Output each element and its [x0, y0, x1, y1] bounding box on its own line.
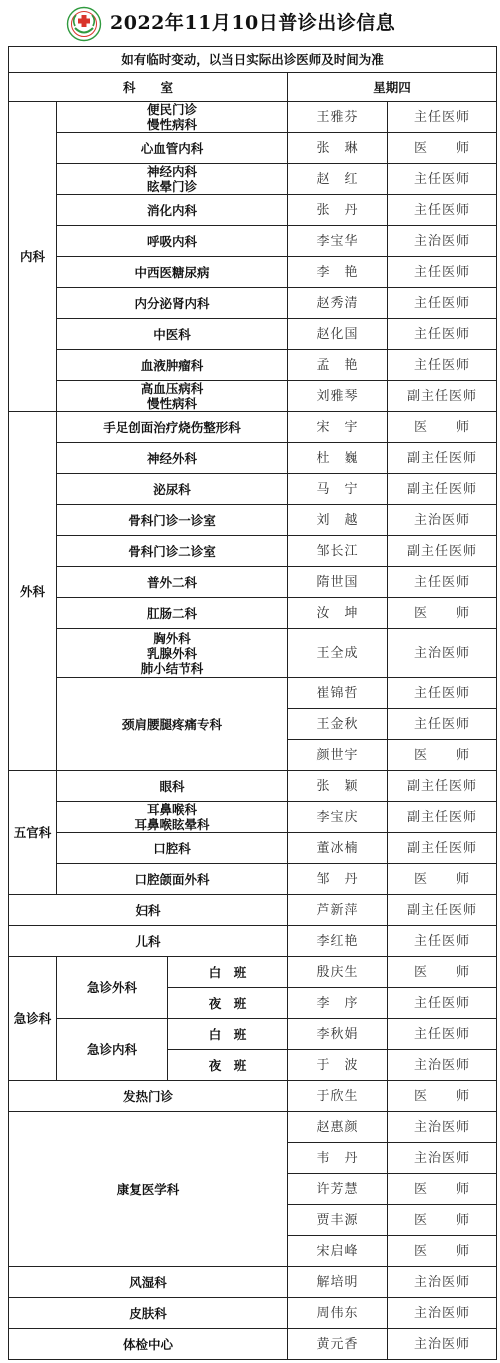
doctor-title: 主任医师	[388, 102, 497, 133]
doctor-name: 张 丹	[288, 195, 388, 226]
doctor-name: 颜世宇	[288, 740, 388, 771]
table-row	[9, 257, 497, 288]
dept-name: 血液肿瘤科	[57, 350, 288, 381]
dept-name: 消化内科	[57, 195, 288, 226]
doctor-name: 杜 巍	[288, 443, 388, 474]
table-row	[9, 319, 497, 350]
doctor-name: 许芳慧	[288, 1174, 388, 1205]
doctor-name: 宋 宇	[288, 412, 388, 443]
table-row	[9, 629, 497, 678]
table-row	[9, 957, 497, 988]
doctor-name: 董冰楠	[288, 833, 388, 864]
schedule-body	[9, 47, 497, 1360]
table-row	[9, 102, 497, 133]
dept-name: 儿科	[9, 926, 288, 957]
doctor-title: 主任医师	[388, 164, 497, 195]
doctor-name: 韦 丹	[288, 1143, 388, 1174]
doctor-title: 主治医师	[388, 1329, 497, 1360]
dept-name: 体检中心	[9, 1329, 288, 1360]
doctor-title: 副主任医师	[388, 536, 497, 567]
dept-name: 风湿科	[9, 1267, 288, 1298]
page-title: 2022年11月10日普诊出诊信息	[110, 12, 396, 34]
doctor-name: 李宝华	[288, 226, 388, 257]
doctor-title: 医 师	[388, 412, 497, 443]
doctor-name: 李秋娟	[288, 1019, 388, 1050]
table-row	[9, 598, 497, 629]
dept-name: 高血压病科 慢性病科	[57, 381, 288, 412]
doctor-title: 主任医师	[388, 319, 497, 350]
doctor-title: 主任医师	[388, 926, 497, 957]
dept-name: 胸外科 乳腺外科 肺小结节科	[57, 629, 288, 678]
table-row	[9, 833, 497, 864]
notice-text: 如有临时变动，以当日实际出诊医师及时间为准	[9, 47, 497, 73]
doctor-title: 主任医师	[388, 257, 497, 288]
schedule-table	[8, 46, 497, 1360]
doctor-name: 黄元香	[288, 1329, 388, 1360]
doctor-name: 赵秀清	[288, 288, 388, 319]
dept-name: 便民门诊 慢性病科	[57, 102, 288, 133]
dept-name: 神经内科 眩晕门诊	[57, 164, 288, 195]
doctor-name: 王全成	[288, 629, 388, 678]
doctor-name: 宋启峰	[288, 1236, 388, 1267]
dept-name: 泌尿科	[57, 474, 288, 505]
doctor-title: 副主任医师	[388, 802, 497, 833]
doctor-name: 王金秋	[288, 709, 388, 740]
doctor-name: 汝 坤	[288, 598, 388, 629]
table-row	[9, 133, 497, 164]
doctor-title: 主治医师	[388, 226, 497, 257]
doctor-name: 于欣生	[288, 1081, 388, 1112]
dept-name: 妇科	[9, 895, 288, 926]
doctor-title: 副主任医师	[388, 833, 497, 864]
doctor-name: 于 波	[288, 1050, 388, 1081]
doctor-name: 刘 越	[288, 505, 388, 536]
doctor-name: 解培明	[288, 1267, 388, 1298]
table-row	[9, 1112, 497, 1143]
table-row	[9, 505, 497, 536]
dept-name: 骨科门诊二诊室	[57, 536, 288, 567]
doctor-name: 邹 丹	[288, 864, 388, 895]
table-row	[9, 771, 497, 802]
header	[0, 0, 500, 44]
header-dept: 科 室	[9, 73, 288, 102]
section-name: 外科	[9, 412, 57, 771]
table-row	[9, 350, 497, 381]
dept-name: 颈肩腰腿疼痛专科	[57, 678, 288, 771]
dept-name: 眼科	[57, 771, 288, 802]
table-row	[9, 288, 497, 319]
doctor-title: 主任医师	[388, 1019, 497, 1050]
table-row	[9, 226, 497, 257]
dept-name: 神经外科	[57, 443, 288, 474]
dept-name: 心血管内科	[57, 133, 288, 164]
table-row	[9, 864, 497, 895]
table-row	[9, 474, 497, 505]
table-row	[9, 443, 497, 474]
doctor-title: 医 师	[388, 957, 497, 988]
doctor-title: 副主任医师	[388, 895, 497, 926]
dept-name: 口腔科	[57, 833, 288, 864]
doctor-name: 贾丰源	[288, 1205, 388, 1236]
doctor-name: 赵 红	[288, 164, 388, 195]
doctor-title: 主治医师	[388, 1143, 497, 1174]
doctor-title: 副主任医师	[388, 443, 497, 474]
section-name: 内科	[9, 102, 57, 412]
shift-name: 白 班	[168, 1019, 288, 1050]
doctor-name: 李红艳	[288, 926, 388, 957]
dept-name: 耳鼻喉科 耳鼻喉眩晕科	[57, 802, 288, 833]
table-row	[9, 1298, 497, 1329]
table-row	[9, 678, 497, 709]
doctor-title: 主任医师	[388, 195, 497, 226]
doctor-title: 主治医师	[388, 505, 497, 536]
dept-name: 呼吸内科	[57, 226, 288, 257]
dept-name: 皮肤科	[9, 1298, 288, 1329]
doctor-title: 主治医师	[388, 1112, 497, 1143]
table-row	[9, 567, 497, 598]
doctor-title: 医 师	[388, 1081, 497, 1112]
notice-row	[9, 47, 497, 73]
table-row	[9, 164, 497, 195]
dept-name: 内分泌肾内科	[57, 288, 288, 319]
doctor-title: 医 师	[388, 1236, 497, 1267]
dept-name: 中西医糖尿病	[57, 257, 288, 288]
header-day: 星期四	[288, 73, 497, 102]
doctor-title: 主治医师	[388, 1298, 497, 1329]
dept-name: 口腔颌面外科	[57, 864, 288, 895]
doctor-title: 主治医师	[388, 1267, 497, 1298]
doctor-title: 主任医师	[388, 709, 497, 740]
doctor-title: 医 师	[388, 740, 497, 771]
section-name: 急诊科	[9, 957, 57, 1081]
table-row	[9, 926, 497, 957]
doctor-name: 王雅芬	[288, 102, 388, 133]
doctor-name: 崔锦哲	[288, 678, 388, 709]
doctor-name: 赵化国	[288, 319, 388, 350]
doctor-title: 主任医师	[388, 988, 497, 1019]
doctor-name: 李 艳	[288, 257, 388, 288]
dept-name: 肛肠二科	[57, 598, 288, 629]
doctor-title: 医 师	[388, 1205, 497, 1236]
dept-name: 普外二科	[57, 567, 288, 598]
table-row	[9, 412, 497, 443]
table-row	[9, 195, 497, 226]
table-row	[9, 536, 497, 567]
table-row	[9, 1019, 497, 1050]
doctor-title: 主任医师	[388, 288, 497, 319]
shift-name: 夜 班	[168, 1050, 288, 1081]
table-row	[9, 1081, 497, 1112]
doctor-title: 主任医师	[388, 678, 497, 709]
doctor-title: 医 师	[388, 133, 497, 164]
doctor-title: 主治医师	[388, 629, 497, 678]
doctor-title: 医 师	[388, 598, 497, 629]
table-row	[9, 1329, 497, 1360]
dept-name: 手足创面治疗烧伤整形科	[57, 412, 288, 443]
doctor-name: 芦新萍	[288, 895, 388, 926]
doctor-name: 李 序	[288, 988, 388, 1019]
doctor-title: 副主任医师	[388, 771, 497, 802]
table-row	[9, 381, 497, 412]
doctor-title: 主治医师	[388, 1050, 497, 1081]
doctor-name: 张 琳	[288, 133, 388, 164]
doctor-title: 副主任医师	[388, 381, 497, 412]
table-row	[9, 1267, 497, 1298]
dept-name: 骨科门诊一诊室	[57, 505, 288, 536]
group-name: 急诊内科	[57, 1019, 168, 1081]
doctor-title: 医 师	[388, 864, 497, 895]
doctor-title: 副主任医师	[388, 474, 497, 505]
shift-name: 白 班	[168, 957, 288, 988]
dept-name: 发热门诊	[9, 1081, 288, 1112]
table-row	[9, 895, 497, 926]
doctor-name: 赵惠颜	[288, 1112, 388, 1143]
doctor-title: 主任医师	[388, 567, 497, 598]
group-name: 急诊外科	[57, 957, 168, 1019]
doctor-name: 殷庆生	[288, 957, 388, 988]
doctor-title: 主任医师	[388, 350, 497, 381]
doctor-name: 周伟东	[288, 1298, 388, 1329]
doctor-name: 张 颖	[288, 771, 388, 802]
doctor-title: 医 师	[388, 1174, 497, 1205]
doctor-name: 马 宁	[288, 474, 388, 505]
shift-name: 夜 班	[168, 988, 288, 1019]
doctor-name: 李宝庆	[288, 802, 388, 833]
dept-name: 中医科	[57, 319, 288, 350]
doctor-name: 刘雅琴	[288, 381, 388, 412]
doctor-name: 隋世国	[288, 567, 388, 598]
doctor-name: 孟 艳	[288, 350, 388, 381]
hospital-logo-icon	[66, 6, 102, 42]
table-row	[9, 802, 497, 833]
section-name: 五官科	[9, 771, 57, 895]
dept-name: 康复医学科	[9, 1112, 288, 1267]
header-row	[9, 73, 497, 102]
doctor-name: 邹长江	[288, 536, 388, 567]
